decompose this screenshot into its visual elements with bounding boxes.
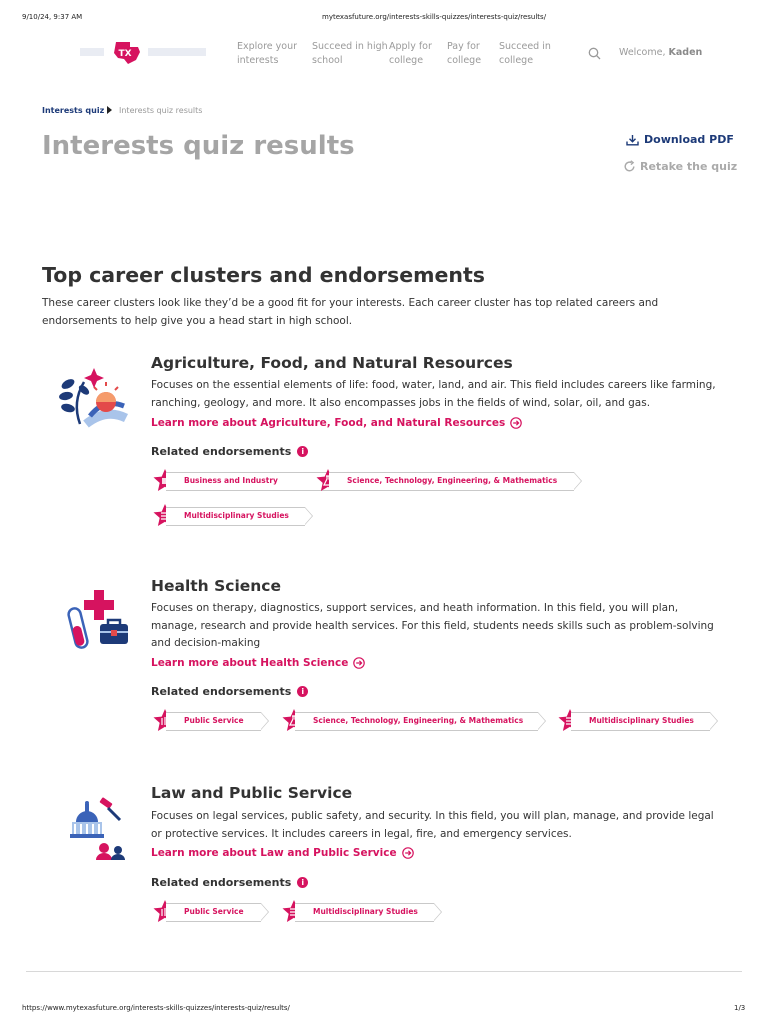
info-icon[interactable]: i <box>297 877 308 888</box>
nav-pay-college[interactable]: Pay for college <box>447 41 482 66</box>
related-endorsements-heading <box>151 445 308 458</box>
related-endorsements-heading <box>151 685 308 698</box>
footer-divider <box>26 971 742 972</box>
health-science-illustration-icon <box>64 586 134 660</box>
welcome-prefix: Welcome, <box>619 47 666 58</box>
page-title: Interests quiz results <box>42 131 355 161</box>
related-endorsements-label: Related endorsements <box>151 685 292 698</box>
learn-more-label: Learn more about Health Science <box>151 657 349 669</box>
breadcrumb-separator-icon <box>107 106 112 114</box>
arrow-circle-right-icon <box>353 657 365 669</box>
nav-explore-interests[interactable]: Explore your interests <box>237 41 298 66</box>
logo-graphic <box>78 38 210 66</box>
nav-succeed-college[interactable]: Succeed in college <box>499 41 551 66</box>
cluster-title: Agriculture, Food, and Natural Resources <box>151 354 513 372</box>
learn-more-law-public-service-link[interactable] <box>151 847 414 859</box>
nav-apply-college[interactable]: Apply for college <box>389 41 432 66</box>
download-pdf-label: Download PDF <box>644 133 734 146</box>
learn-more-label: Learn more about Law and Public Service <box>151 847 397 859</box>
endorsement-label: Science, Technology, Engineering, & Mathematics <box>313 716 524 725</box>
law-public-service-illustration-icon <box>64 794 130 864</box>
user-name: Kaden <box>668 47 703 58</box>
print-datetime: 9/10/24, 9:37 AM <box>22 13 83 21</box>
breadcrumb-current: Interests quiz results <box>119 106 203 115</box>
endorsement-label: Business and Industry <box>184 476 278 485</box>
related-endorsements-label: Related endorsements <box>151 445 292 458</box>
print-footer-url: https://www.mytexasfuture.org/interests-skills-quizzes/interests-quiz/results/ <box>22 1004 290 1012</box>
breadcrumb-interests-quiz[interactable]: Interests quiz <box>42 106 105 115</box>
learn-more-label: Learn more about Agriculture, Food, and Natural Resources <box>151 417 506 429</box>
welcome-user[interactable] <box>619 47 702 58</box>
cluster-title: Law and Public Service <box>151 784 353 802</box>
info-icon[interactable]: i <box>297 686 308 697</box>
nav-succeed-high-school[interactable]: Succeed in high school <box>312 41 388 66</box>
print-page-number: 1/3 <box>734 1004 746 1012</box>
cluster-title: Health Science <box>151 577 282 595</box>
learn-more-health-science-link[interactable] <box>151 657 365 669</box>
download-icon <box>626 134 639 146</box>
logo-text: TX <box>118 49 132 59</box>
cluster-description: Focuses on the essential elements of life: food, water, land, and air. This field includes careers like farming, ranching, geology, and more. It also encompasses jobs in the fields of wind, solar, oil, and gas. <box>151 379 716 409</box>
endorsement-label: Multidisciplinary Studies <box>313 907 418 916</box>
search-icon[interactable] <box>588 45 601 64</box>
retake-quiz-label: Retake the quiz <box>640 160 738 173</box>
section-title: Top career clusters and endorsements <box>42 263 486 287</box>
refresh-icon <box>623 160 636 173</box>
cluster-description: Focuses on therapy, diagnostics, support services, and heath information. In this field, you will plan, manage, research and provide health services. For this field, students needs skills such as problem-solving and decision-making <box>151 602 714 649</box>
retake-quiz-button[interactable] <box>623 160 737 173</box>
related-endorsements-heading <box>151 876 308 889</box>
print-url: mytexasfuture.org/interests-skills-quizzes/interests-quiz/results/ <box>322 13 547 21</box>
section-description: These career clusters look like they’d be a good fit for your interests. Each career cluster has top related careers and endorsements to help give you a head start in high school. <box>42 297 659 327</box>
site-logo[interactable] <box>78 38 210 66</box>
endorsement-label: Multidisciplinary Studies <box>589 716 694 725</box>
endorsement-label: Multidisciplinary Studies <box>184 511 289 520</box>
learn-more-agriculture-link[interactable] <box>151 417 522 429</box>
endorsement-label: Public Service <box>184 716 244 725</box>
endorsement-label: Public Service <box>184 907 244 916</box>
endorsement-label: Science, Technology, Engineering, & Mathematics <box>347 476 558 485</box>
arrow-circle-right-icon <box>510 417 522 429</box>
related-endorsements-label: Related endorsements <box>151 876 292 889</box>
info-icon[interactable]: i <box>297 446 308 457</box>
agriculture-illustration-icon <box>54 362 130 434</box>
cluster-description: Focuses on legal services, public safety, and security. In this field, you will plan, manage, and provide legal or protective services. It includes careers in legal, fire, and emergency services. <box>151 810 714 840</box>
arrow-circle-right-icon <box>402 847 414 859</box>
download-pdf-button[interactable] <box>626 133 734 146</box>
